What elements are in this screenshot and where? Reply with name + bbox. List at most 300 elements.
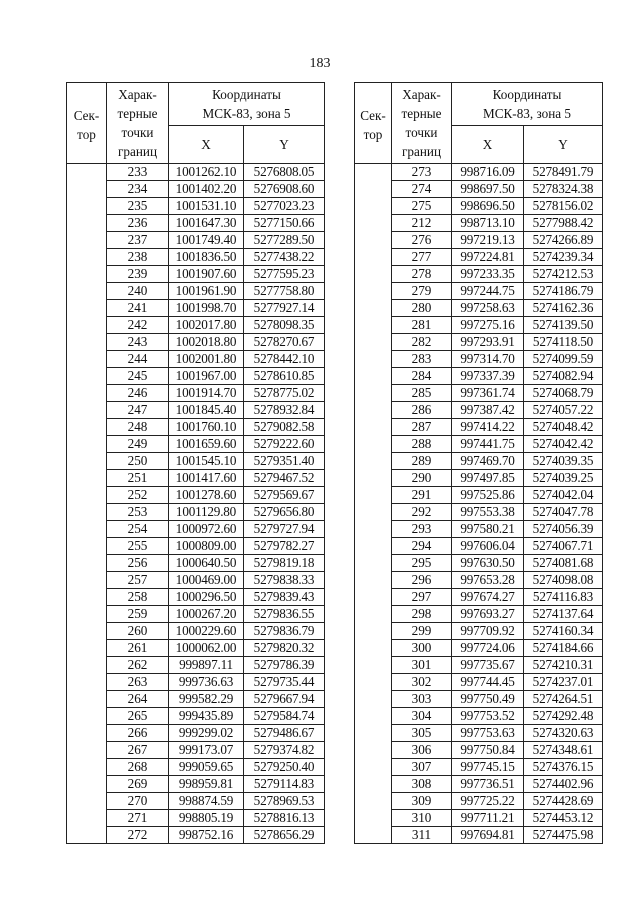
point-number: 239: [107, 266, 169, 283]
point-number: 212: [392, 215, 452, 232]
y-value: 5278775.02: [244, 385, 325, 402]
x-value: 997441.75: [452, 436, 524, 453]
sector-cell: [67, 249, 107, 266]
y-value: 5274042.42: [524, 436, 603, 453]
sector-cell: [67, 266, 107, 283]
y-value: 5274348.61: [524, 742, 603, 759]
table-row: [67, 164, 325, 181]
table-row: [355, 453, 603, 470]
x-value: 1002017.80: [169, 317, 244, 334]
y-value: 5279082.58: [244, 419, 325, 436]
table-row: [355, 810, 603, 827]
point-number: 262: [107, 657, 169, 674]
table-row: [67, 810, 325, 827]
sector-cell: [355, 232, 392, 249]
y-value: 5274139.50: [524, 317, 603, 334]
sector-cell: [67, 657, 107, 674]
point-number: 303: [392, 691, 452, 708]
y-value: 5279114.83: [244, 776, 325, 793]
point-number: 305: [392, 725, 452, 742]
point-number: 243: [107, 334, 169, 351]
page-number: 183: [309, 56, 331, 71]
table-row: [67, 419, 325, 436]
table-row: [67, 181, 325, 198]
x-value: 997724.06: [452, 640, 524, 657]
y-value: 5279351.40: [244, 453, 325, 470]
point-number: 256: [107, 555, 169, 572]
x-value: 1000809.00: [169, 538, 244, 555]
sector-cell: [355, 351, 392, 368]
sector-cell: [67, 776, 107, 793]
x-value: 997258.63: [452, 300, 524, 317]
point-number: 238: [107, 249, 169, 266]
x-value: 999435.89: [169, 708, 244, 725]
point-number: 286: [392, 402, 452, 419]
x-value: 999897.11: [169, 657, 244, 674]
y-value: 5279222.60: [244, 436, 325, 453]
x-value: 1001417.60: [169, 470, 244, 487]
table-row: [355, 725, 603, 742]
x-value: 1001647.30: [169, 215, 244, 232]
table-row: [355, 470, 603, 487]
table-row: [355, 402, 603, 419]
y-value: 5274376.15: [524, 759, 603, 776]
sector-cell: [67, 708, 107, 725]
point-number: 292: [392, 504, 452, 521]
header-x: X: [452, 125, 524, 163]
x-value: 1001129.80: [169, 504, 244, 521]
y-value: 5274162.36: [524, 300, 603, 317]
x-value: 997750.49: [452, 691, 524, 708]
y-value: 5274047.78: [524, 504, 603, 521]
point-number: 297: [392, 589, 452, 606]
y-value: 5279820.32: [244, 640, 325, 657]
table-row: [67, 759, 325, 776]
point-number: 277: [392, 249, 452, 266]
header-points: Харак-терные точки границ: [392, 83, 452, 164]
y-value: 5274068.79: [524, 385, 603, 402]
point-number: 289: [392, 453, 452, 470]
x-value: 1001914.70: [169, 385, 244, 402]
x-value: 1002018.80: [169, 334, 244, 351]
y-value: 5274292.48: [524, 708, 603, 725]
point-number: 253: [107, 504, 169, 521]
x-value: 997244.75: [452, 283, 524, 300]
sector-cell: [355, 215, 392, 232]
x-value: 1000972.60: [169, 521, 244, 538]
y-value: 5276808.05: [244, 164, 325, 181]
table-row: [67, 623, 325, 640]
table-row: [67, 674, 325, 691]
point-number: 299: [392, 623, 452, 640]
x-value: 997275.16: [452, 317, 524, 334]
y-value: 5278324.38: [524, 181, 603, 198]
table-row: [355, 181, 603, 198]
table-row: [67, 266, 325, 283]
table-row: [355, 572, 603, 589]
table-row: [355, 759, 603, 776]
x-value: 1001262.10: [169, 164, 244, 181]
sector-cell: [355, 589, 392, 606]
point-number: 249: [107, 436, 169, 453]
x-value: 1002001.80: [169, 351, 244, 368]
y-value: 5276908.60: [244, 181, 325, 198]
sector-cell: [355, 776, 392, 793]
point-number: 255: [107, 538, 169, 555]
table-row: [67, 470, 325, 487]
point-number: 261: [107, 640, 169, 657]
header-y: Y: [244, 125, 325, 163]
sector-cell: [355, 640, 392, 657]
y-value: 5279836.79: [244, 623, 325, 640]
point-number: 295: [392, 555, 452, 572]
table-row: [355, 334, 603, 351]
y-value: 5274067.71: [524, 538, 603, 555]
table-row: [355, 521, 603, 538]
x-value: 1001967.00: [169, 368, 244, 385]
sector-cell: [355, 572, 392, 589]
point-number: 309: [392, 793, 452, 810]
x-value: 997414.22: [452, 419, 524, 436]
sector-cell: [355, 623, 392, 640]
y-value: 5278610.85: [244, 368, 325, 385]
sector-cell: [67, 793, 107, 810]
y-value: 5274475.98: [524, 827, 603, 844]
sector-cell: [355, 725, 392, 742]
table-row: [355, 742, 603, 759]
x-value: 998752.16: [169, 827, 244, 844]
x-value: 1001961.90: [169, 283, 244, 300]
table-row: [355, 657, 603, 674]
y-value: 5274237.01: [524, 674, 603, 691]
point-number: 244: [107, 351, 169, 368]
point-number: 300: [392, 640, 452, 657]
sector-cell: [355, 453, 392, 470]
table-row: [355, 538, 603, 555]
table-row: [355, 385, 603, 402]
point-number: 254: [107, 521, 169, 538]
table-row: [355, 266, 603, 283]
y-value: 5277988.42: [524, 215, 603, 232]
point-number: 310: [392, 810, 452, 827]
table-row: [67, 657, 325, 674]
x-value: 1001659.60: [169, 436, 244, 453]
point-number: 273: [392, 164, 452, 181]
sector-cell: [67, 589, 107, 606]
x-value: 1001278.60: [169, 487, 244, 504]
table-row: [355, 504, 603, 521]
point-number: 266: [107, 725, 169, 742]
table-row: [67, 198, 325, 215]
x-value: 1001545.10: [169, 453, 244, 470]
sector-cell: [67, 181, 107, 198]
y-value: 5274098.08: [524, 572, 603, 589]
sector-cell: [67, 674, 107, 691]
y-value: 5277150.66: [244, 215, 325, 232]
point-number: 248: [107, 419, 169, 436]
y-value: 5279374.82: [244, 742, 325, 759]
x-value: 997580.21: [452, 521, 524, 538]
sector-cell: [67, 300, 107, 317]
point-number: 307: [392, 759, 452, 776]
y-value: 5274212.53: [524, 266, 603, 283]
y-value: 5279486.67: [244, 725, 325, 742]
x-value: 997693.27: [452, 606, 524, 623]
sector-cell: [355, 283, 392, 300]
x-value: 999736.63: [169, 674, 244, 691]
table-row: [67, 555, 325, 572]
y-value: 5279735.44: [244, 674, 325, 691]
x-value: 997293.91: [452, 334, 524, 351]
sector-cell: [67, 470, 107, 487]
y-value: 5279786.39: [244, 657, 325, 674]
point-number: 270: [107, 793, 169, 810]
point-number: 302: [392, 674, 452, 691]
point-number: 285: [392, 385, 452, 402]
sector-cell: [355, 317, 392, 334]
y-value: 5279838.33: [244, 572, 325, 589]
y-value: 5274082.94: [524, 368, 603, 385]
table-row: [67, 691, 325, 708]
header-sector: Сек-тор: [355, 83, 392, 164]
y-value: 5274453.12: [524, 810, 603, 827]
y-value: 5279839.43: [244, 589, 325, 606]
point-number: 282: [392, 334, 452, 351]
sector-cell: [355, 266, 392, 283]
table-row: [355, 215, 603, 232]
sector-cell: [67, 572, 107, 589]
table-row: [355, 419, 603, 436]
sector-cell: [355, 300, 392, 317]
header-sector: Сек-тор: [67, 83, 107, 164]
point-number: 235: [107, 198, 169, 215]
table-row: [67, 742, 325, 759]
x-value: 997630.50: [452, 555, 524, 572]
x-value: 997753.52: [452, 708, 524, 725]
sector-cell: [67, 691, 107, 708]
table-row: [67, 793, 325, 810]
x-value: 997525.86: [452, 487, 524, 504]
x-value: 997735.67: [452, 657, 524, 674]
y-value: 5279727.94: [244, 521, 325, 538]
header-coords: Координаты МСК-83, зона 5: [169, 83, 325, 126]
y-value: 5274057.22: [524, 402, 603, 419]
y-value: 5274320.63: [524, 725, 603, 742]
y-value: 5274048.42: [524, 419, 603, 436]
x-value: 998874.59: [169, 793, 244, 810]
table-row: [67, 334, 325, 351]
x-value: 997744.45: [452, 674, 524, 691]
sector-cell: [67, 317, 107, 334]
header-y: Y: [524, 125, 603, 163]
y-value: 5278816.13: [244, 810, 325, 827]
y-value: 5278491.79: [524, 164, 603, 181]
table-row: [355, 351, 603, 368]
table-row: [355, 776, 603, 793]
table-row: [67, 351, 325, 368]
y-value: 5274099.59: [524, 351, 603, 368]
y-value: 5277595.23: [244, 266, 325, 283]
table-row: [355, 691, 603, 708]
x-value: 997753.63: [452, 725, 524, 742]
table-row: [355, 793, 603, 810]
y-value: 5274137.64: [524, 606, 603, 623]
y-value: 5279250.40: [244, 759, 325, 776]
x-value: 1000296.50: [169, 589, 244, 606]
header-x: X: [169, 125, 244, 163]
x-value: 997750.84: [452, 742, 524, 759]
sector-cell: [355, 606, 392, 623]
sector-cell: [67, 504, 107, 521]
table-row: [67, 215, 325, 232]
x-value: 997606.04: [452, 538, 524, 555]
table-row: [67, 708, 325, 725]
y-value: 5279667.94: [244, 691, 325, 708]
table-row: [355, 368, 603, 385]
point-number: 287: [392, 419, 452, 436]
sector-cell: [67, 640, 107, 657]
x-value: 997694.81: [452, 827, 524, 844]
sector-cell: [67, 334, 107, 351]
x-value: 1000640.50: [169, 555, 244, 572]
sector-cell: [355, 521, 392, 538]
sector-cell: [67, 385, 107, 402]
sector-cell: [67, 436, 107, 453]
y-value: 5274186.79: [524, 283, 603, 300]
y-value: 5279584.74: [244, 708, 325, 725]
point-number: 234: [107, 181, 169, 198]
sector-cell: [355, 810, 392, 827]
point-number: 260: [107, 623, 169, 640]
sector-cell: [355, 402, 392, 419]
table-row: [67, 402, 325, 419]
point-number: 263: [107, 674, 169, 691]
x-value: 1000062.00: [169, 640, 244, 657]
x-value: 1001531.10: [169, 198, 244, 215]
point-number: 281: [392, 317, 452, 334]
sector-cell: [355, 198, 392, 215]
table-row: [67, 283, 325, 300]
point-number: 291: [392, 487, 452, 504]
point-number: 278: [392, 266, 452, 283]
table-row: [355, 623, 603, 640]
sector-cell: [67, 742, 107, 759]
x-value: 997469.70: [452, 453, 524, 470]
point-number: 237: [107, 232, 169, 249]
sector-cell: [67, 759, 107, 776]
point-number: 293: [392, 521, 452, 538]
sector-cell: [355, 555, 392, 572]
y-value: 5274056.39: [524, 521, 603, 538]
table-row: [355, 555, 603, 572]
table-row: [355, 283, 603, 300]
y-value: 5274184.66: [524, 640, 603, 657]
point-number: 251: [107, 470, 169, 487]
table-row: [67, 249, 325, 266]
y-value: 5277289.50: [244, 232, 325, 249]
x-value: 997745.15: [452, 759, 524, 776]
sector-cell: [67, 725, 107, 742]
x-value: 998696.50: [452, 198, 524, 215]
y-value: 5278442.10: [244, 351, 325, 368]
point-number: 296: [392, 572, 452, 589]
y-value: 5274081.68: [524, 555, 603, 572]
x-value: 998713.10: [452, 215, 524, 232]
x-value: 1001749.40: [169, 232, 244, 249]
table-row: [355, 674, 603, 691]
table-row: [355, 827, 603, 844]
sector-cell: [67, 283, 107, 300]
y-value: 5274210.31: [524, 657, 603, 674]
table-row: [67, 504, 325, 521]
table-row: [67, 572, 325, 589]
table-row: [67, 232, 325, 249]
table-row: [67, 589, 325, 606]
point-number: 271: [107, 810, 169, 827]
y-value: 5279569.67: [244, 487, 325, 504]
table-row: [67, 640, 325, 657]
sector-cell: [67, 538, 107, 555]
y-value: 5278932.84: [244, 402, 325, 419]
table-row: [67, 606, 325, 623]
table-row: [67, 538, 325, 555]
y-value: 5278656.29: [244, 827, 325, 844]
point-number: 304: [392, 708, 452, 725]
x-value: 997387.42: [452, 402, 524, 419]
table-row: [67, 368, 325, 385]
x-value: 997314.70: [452, 351, 524, 368]
x-value: 1001845.40: [169, 402, 244, 419]
point-number: 276: [392, 232, 452, 249]
table-row: [67, 725, 325, 742]
x-value: 1001907.60: [169, 266, 244, 283]
point-number: 269: [107, 776, 169, 793]
sector-cell: [67, 215, 107, 232]
sector-cell: [67, 198, 107, 215]
table-row: [355, 640, 603, 657]
y-value: 5274266.89: [524, 232, 603, 249]
y-value: 5277758.80: [244, 283, 325, 300]
table-row: [67, 776, 325, 793]
point-number: 264: [107, 691, 169, 708]
point-number: 250: [107, 453, 169, 470]
y-value: 5277438.22: [244, 249, 325, 266]
sector-cell: [67, 521, 107, 538]
y-value: 5274118.50: [524, 334, 603, 351]
x-value: 997725.22: [452, 793, 524, 810]
table-row: [67, 827, 325, 844]
point-number: 245: [107, 368, 169, 385]
x-value: 999173.07: [169, 742, 244, 759]
y-value: 5279467.52: [244, 470, 325, 487]
x-value: 999059.65: [169, 759, 244, 776]
sector-cell: [355, 827, 392, 844]
table-row: [355, 164, 603, 181]
sector-cell: [67, 453, 107, 470]
point-number: 274: [392, 181, 452, 198]
sector-cell: [355, 691, 392, 708]
sector-cell: [355, 538, 392, 555]
sector-cell: [67, 232, 107, 249]
x-value: 997553.38: [452, 504, 524, 521]
point-number: 279: [392, 283, 452, 300]
point-number: 311: [392, 827, 452, 844]
sector-cell: [67, 419, 107, 436]
x-value: 998697.50: [452, 181, 524, 198]
table-row: [355, 249, 603, 266]
point-number: 258: [107, 589, 169, 606]
x-value: 1001998.70: [169, 300, 244, 317]
